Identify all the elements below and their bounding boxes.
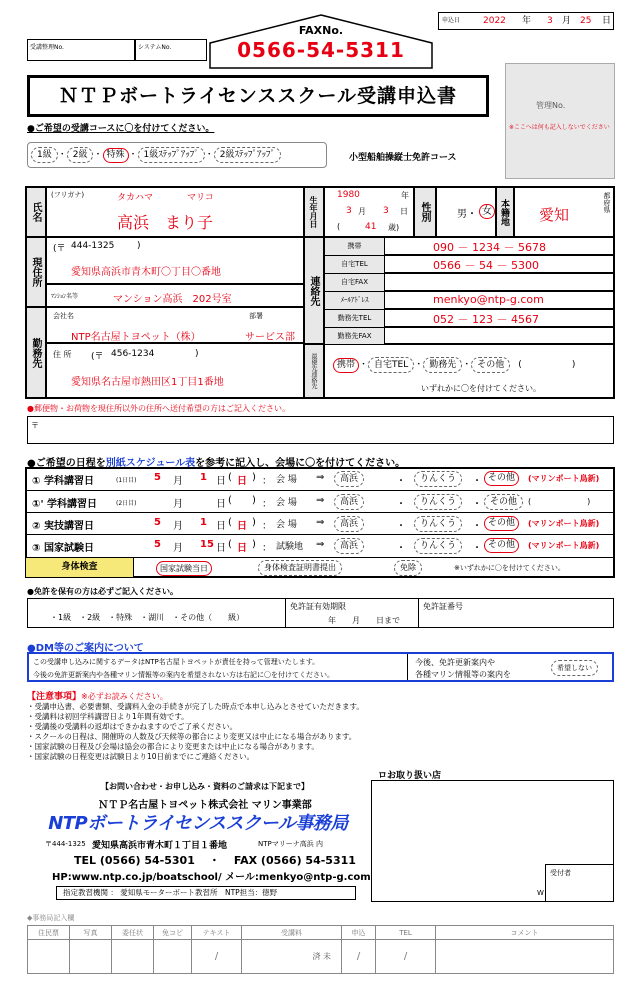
pref-label: 都府県	[603, 192, 611, 213]
company: NTP名古屋トヨペット（株）	[71, 332, 201, 343]
schedule-arrow: ⇒	[316, 517, 325, 528]
office-cell-slash[interactable]: /	[376, 940, 436, 974]
schedule-dot: ・	[472, 499, 482, 510]
schedule-link[interactable]: 別紙スケジュール表	[105, 458, 196, 469]
schedule-month: 5	[154, 472, 161, 483]
footer-tel: TEL (0566) 54-5301	[74, 854, 195, 867]
schedule-dow: 日	[237, 476, 247, 487]
license-instruction: ●免許を保有の方は必ずご記入ください。	[27, 587, 178, 596]
pref-sep: ・	[359, 360, 369, 370]
form-title: ＮＴＰボートライセンススクール受講申込書	[59, 85, 457, 107]
date-year: 2022	[483, 16, 506, 26]
schedule-month-unit: 月	[173, 543, 183, 554]
schedule-opt-takahama[interactable]: 高浜	[334, 516, 364, 532]
schedule-day: 15	[200, 539, 214, 550]
contact-label-mobile: 携帯	[325, 238, 385, 255]
birth-month-unit: 月	[358, 207, 366, 216]
schedule-colon: ：	[262, 476, 272, 487]
schedule-opt-rinku[interactable]: りんくう	[414, 516, 462, 532]
contact-rows	[324, 237, 615, 344]
age-open: (	[337, 222, 341, 231]
footer-address: 愛知県高浜市青木町１丁目１番地	[92, 841, 228, 851]
domicile: 愛知	[539, 206, 570, 224]
office-fee-paid[interactable]: 済 未	[242, 940, 342, 974]
work-label: 勤務先	[26, 307, 46, 398]
physical-note: ※いずれかに〇を付けてください。	[454, 564, 565, 572]
note-item: ・受講後の受講料の返却はできかねますのでご了承ください。	[27, 722, 237, 731]
office-col-copy: 免コピ	[154, 926, 192, 940]
address-zip-prefix: (〒	[53, 244, 66, 254]
schedule-arrow: ⇒	[316, 495, 325, 506]
office-col-apply: 申込	[342, 926, 376, 940]
birth-day-unit: 日	[400, 207, 408, 216]
sys-no-label: システムNo.	[138, 44, 172, 51]
rec-no-label: 受講整理No.	[30, 44, 64, 51]
footer-inquiry: 【お問い合わせ・お申し込み・資料のご請求は下記まで】	[101, 782, 309, 791]
footer-telfax	[74, 852, 356, 868]
furigana-last: タカハマ	[117, 193, 154, 203]
address-line: 愛知県高浜市青木町〇丁目〇番地	[71, 267, 221, 278]
notes-list	[27, 702, 364, 762]
schedule-day: 1	[200, 472, 207, 483]
dept-label: 部署	[249, 312, 263, 320]
schedule-row-label: ① 学科講習日	[32, 476, 94, 487]
schedule-extra: (マリンポート鳥新)	[528, 519, 600, 528]
office-cell[interactable]	[70, 940, 112, 974]
contact-label: 連絡先	[304, 237, 324, 344]
schedule-opt-takahama[interactable]: 高浜	[334, 471, 364, 487]
office-col-fee: 受講料	[242, 926, 342, 940]
footer-zip: 〒444-1325	[45, 840, 86, 848]
contact-row-mobile[interactable]	[324, 237, 615, 255]
contact-value-worktel: 052 － 123 － 4567	[433, 313, 539, 326]
course-sep: ・	[57, 150, 67, 160]
dm-right1: 今後、免許更新案内や	[415, 658, 495, 667]
contact-row-homefax[interactable]	[324, 273, 615, 291]
sex-female[interactable]: 女	[479, 204, 495, 219]
schedule-row-label: ② 実技講習日	[32, 521, 94, 532]
office-label: ◆事務局記入欄	[27, 914, 75, 922]
birth-day: 3	[383, 206, 389, 216]
handling-label: ロお取り扱い店	[378, 771, 442, 781]
office-col-proxy: 委任状	[112, 926, 154, 940]
schedule-instruction-pre: ●ご希望の日程を	[27, 458, 106, 469]
pref-paren-open: (	[518, 360, 522, 370]
office-col-text: テキスト	[192, 926, 242, 940]
footer-hp[interactable]: HP:www.ntp.co.jp/boatschool/ メール:menkyo@ntp-g.com	[52, 872, 371, 883]
pref-contact-field[interactable]	[324, 344, 615, 398]
birth-year-unit: 年	[401, 191, 409, 200]
office-cell[interactable]	[154, 940, 192, 974]
work-addr-label: 住 所	[53, 350, 72, 359]
schedule-row[interactable]	[26, 468, 614, 490]
schedule-extra: (マリンポート鳥新)	[528, 541, 600, 550]
notes-heading-sub: ※必ずお読みください。	[81, 692, 168, 701]
mansion-field[interactable]	[46, 284, 304, 307]
schedule-colon: ：	[262, 543, 272, 554]
schedule-opt-other[interactable]: その他	[484, 471, 519, 486]
office-table	[27, 925, 614, 974]
schedule-day-unit: 日	[216, 476, 226, 487]
schedule-opt-other[interactable]: その他	[484, 516, 519, 531]
license-divider	[418, 599, 419, 627]
schedule-dow-open: (	[228, 495, 232, 506]
note-item: ・受講申込書、必要書類、受講料入金の手続きが完了した時点で本申し込みとさせていただきます。	[27, 702, 364, 711]
contact-row-workfax[interactable]	[324, 327, 615, 344]
footer-designated: 指定教習機関 ： 愛知県モーターボート教習所 NTP担当：徳野	[56, 886, 356, 900]
schedule-day-unit: 日	[216, 499, 226, 510]
schedule-row-sub: (2日目)	[116, 500, 137, 507]
dm-right2: 各種マリン情報等の案内を	[415, 670, 511, 679]
w-mark: W	[537, 889, 544, 897]
schedule-opt-rinku[interactable]: りんくう	[414, 494, 462, 510]
schedule-month-unit: 月	[173, 499, 183, 510]
schedule-dow-open: (	[228, 539, 232, 550]
course-sep: ・	[204, 150, 214, 160]
pref-contact-label: 最優先連絡先	[304, 344, 324, 398]
date-month: 3	[547, 16, 553, 26]
contact-row-worktel[interactable]	[324, 309, 615, 327]
birth-month: 3	[346, 206, 352, 216]
physical-exempt[interactable]: 免除	[394, 560, 422, 576]
schedule-row[interactable]	[26, 490, 614, 512]
address-zip-suffix: )	[137, 241, 141, 251]
sex-male[interactable]: 男・	[457, 209, 477, 220]
physical-row	[26, 557, 614, 577]
date-day-unit: 日	[602, 16, 612, 26]
contact-row-hometel[interactable]	[324, 255, 615, 273]
schedule-dot: ・	[472, 543, 482, 554]
dm-divider	[407, 654, 408, 680]
notes-heading-row	[27, 689, 168, 702]
sex-label: 性別	[414, 187, 436, 237]
contact-value-mobile: 090 － 1234 － 5678	[433, 241, 546, 254]
contact-value-hometel: 0566 － 54 － 5300	[433, 259, 539, 272]
footer-branch: NTPマリーナ高浜 内	[258, 840, 323, 848]
license-expiry-fields: 年 月 日まで	[328, 616, 400, 625]
schedule-place-label: 試験地	[276, 542, 304, 552]
pref-note: いずれかに〇を付けてください。	[421, 384, 541, 393]
sex-field[interactable]	[436, 187, 496, 237]
schedule-dow-close: )	[252, 495, 256, 506]
address-zip: 444-1325	[71, 241, 115, 251]
mail-address-field[interactable]	[27, 416, 614, 444]
schedule-row[interactable]	[26, 512, 614, 534]
fax-number: 0566-54-5311	[237, 38, 405, 62]
course-sep: ・	[128, 150, 138, 160]
schedule-dot: ・	[472, 521, 482, 532]
note-item: ・受講料は初回学科講習日より1年間有効です。	[27, 712, 189, 721]
work-zip-suffix: )	[195, 349, 199, 359]
age-unit: 歳)	[388, 223, 400, 232]
license-number-label: 免許証番号	[423, 602, 463, 611]
birthdate-field[interactable]	[324, 187, 414, 237]
contact-label-workfax: 勤務先FAX	[325, 328, 385, 344]
schedule-month: 5	[154, 517, 161, 528]
mail-note: ●郵便物・お荷物を現住所以外の住所へ送付希望の方はご記入ください。	[27, 404, 290, 413]
office-col-tel: TEL	[376, 926, 436, 940]
mail-zip: 〒	[31, 421, 39, 430]
office-cell[interactable]	[28, 940, 70, 974]
office-cell-slash[interactable]: /	[192, 940, 242, 974]
schedule-place-label: 会 場	[276, 520, 297, 530]
applicant-name: 高浜 まり子	[117, 213, 214, 232]
schedule-place-label: 会 場	[276, 498, 297, 508]
schedule-opt-takahama[interactable]: 高浜	[334, 494, 364, 510]
schedule-day: 1	[200, 517, 207, 528]
sys-no-box	[135, 39, 207, 61]
schedule-dow: 日	[237, 543, 247, 554]
address-label: 現住所	[26, 237, 46, 307]
schedule-dot: ・	[396, 521, 406, 532]
dm-decline-option[interactable]: 希望しない	[551, 660, 598, 676]
course-option-special[interactable]: 特殊	[103, 148, 129, 163]
physical-exam-day[interactable]: 国家試験当日	[156, 561, 212, 576]
schedule-row-label: ③ 国家試験日	[32, 543, 94, 554]
office-cell[interactable]	[112, 940, 154, 974]
schedule-dot: ・	[396, 499, 406, 510]
schedule-day-unit: 日	[216, 521, 226, 532]
schedule-day-unit: 日	[216, 543, 226, 554]
mansion: マンション高浜 202号室	[113, 294, 232, 305]
license-types[interactable]: ・1級 ・2級 ・特殊 ・湖川 ・その他（ 級）	[50, 613, 245, 622]
work-address-field[interactable]	[46, 343, 304, 398]
pref-paren-close: )	[571, 360, 576, 370]
name-label: 氏名	[26, 187, 46, 237]
footer-company: ＮＴＰ名古屋トヨペット株式会社 マリン事業部	[98, 800, 312, 811]
schedule-opt-rinku[interactable]: りんくう	[414, 538, 462, 554]
dept: サービス部	[245, 332, 295, 343]
date-label: 申込日	[442, 17, 461, 24]
schedule-dow: 日	[237, 521, 247, 532]
handling-store-box[interactable]	[371, 780, 614, 902]
schedule-dot: ・	[396, 476, 406, 487]
work-address: 愛知県名古屋市熱田区1丁目1番地	[71, 377, 224, 388]
birth-label: 生年月日	[304, 187, 324, 237]
admin-note: ※ここへは何も記入しないでください	[509, 124, 610, 131]
course-options[interactable]	[27, 142, 327, 168]
date-year-unit: 年	[522, 16, 532, 26]
schedule-month-unit: 月	[173, 521, 183, 532]
schedule-dow-close: )	[252, 517, 256, 528]
fax-label: FAXNo.	[298, 24, 344, 37]
pref-home[interactable]: 自宅TEL	[368, 357, 414, 373]
license-expiry-label: 免許証有効期限	[290, 602, 346, 611]
physical-certificate[interactable]: 身体検査証明書提出	[258, 560, 342, 576]
schedule-row[interactable]	[26, 534, 614, 556]
schedule-dot: ・	[472, 476, 482, 487]
schedule-dow-close: )	[252, 539, 256, 550]
course-sep: ・	[93, 150, 103, 160]
pref-work[interactable]: 勤務先	[423, 357, 462, 373]
course-instruction: ●ご希望の受講コースに〇を付けてください。	[27, 124, 215, 134]
schedule-arrow: ⇒	[316, 472, 325, 483]
admin-label: 管理No.	[536, 101, 566, 110]
note-item: ・国家試験の日程変更は試験日より10日前までにご連絡ください。	[27, 752, 255, 761]
footer-dot: ・	[208, 854, 220, 867]
schedule-opt-other[interactable]: その他	[484, 538, 519, 553]
date-day: 25	[580, 16, 592, 26]
contact-value-email: menkyo@ntp-g.com	[433, 293, 544, 306]
office-cell-slash[interactable]: /	[342, 940, 376, 974]
schedule-opt-rinku[interactable]: りんくう	[414, 471, 462, 487]
rec-no-box	[27, 39, 135, 61]
schedule-month: 5	[154, 539, 161, 550]
birth-year: 1980	[337, 190, 360, 200]
office-cell[interactable]	[436, 940, 614, 974]
dm-line1: この受講申し込みに関するデータはNTP名古屋トヨペットが責任を持って管理いたします。	[33, 658, 320, 666]
receiver-divider	[545, 864, 614, 865]
schedule-extra: ( )	[528, 497, 591, 506]
receiver-divider	[545, 864, 546, 902]
application-date[interactable]	[438, 12, 614, 30]
license-field[interactable]	[27, 598, 614, 628]
course-option-2[interactable]: 2級	[67, 147, 94, 163]
license-divider	[285, 599, 286, 627]
schedule-dot: ・	[396, 543, 406, 554]
name-field[interactable]	[46, 187, 304, 237]
dm-heading: ●DM等のご案内について	[27, 643, 144, 654]
pref-other[interactable]: その他	[471, 357, 510, 373]
schedule-instruction-post: を参考に記入し、会場に〇を付けてください。	[195, 458, 406, 469]
notes-heading: 【注意事項】	[27, 692, 82, 702]
contact-label-email: ﾒｰﾙｱﾄﾞﾚｽ	[325, 292, 385, 309]
domicile-field[interactable]	[514, 187, 614, 237]
schedule-colon: ：	[262, 521, 272, 532]
schedule-extra: (マリンポート鳥新)	[528, 474, 600, 483]
office-col-comment: コメント	[436, 926, 614, 940]
admin-box	[505, 63, 615, 179]
receiver-label: 受付者	[550, 869, 571, 877]
dm-box	[27, 652, 614, 682]
note-item: ・国家試験の日程及び会場は協会の都合により変更または中止になる場合があります。	[27, 742, 319, 751]
schedule-dow-open: (	[228, 517, 232, 528]
physical-label: 身体検査	[26, 558, 134, 577]
schedule-arrow: ⇒	[316, 539, 325, 550]
contact-label-worktel: 勤務先TEL	[325, 310, 385, 327]
footer-school: NTPボートライセンススクール事務局	[48, 813, 348, 834]
pref-sep: ・	[462, 360, 472, 370]
schedule-dow-close: )	[252, 472, 256, 483]
office-col-photo: 写真	[70, 926, 112, 940]
schedule-row-label: ①' 学科講習日	[32, 499, 98, 510]
schedule-place-label: 会 場	[276, 475, 297, 485]
schedule-dow-open: (	[228, 472, 232, 483]
office-col-resident: 住民票	[28, 926, 70, 940]
contact-label-hometel: 自宅TEL	[325, 256, 385, 273]
company-label: 会社名	[53, 312, 74, 320]
footer-fax: FAX (0566) 54-5311	[233, 854, 356, 867]
furigana-label: (フリガナ)	[51, 191, 85, 199]
company-field[interactable]	[46, 307, 304, 343]
course-option-2-stepup[interactable]: 2級ｽﾃｯﾌﾟｱｯﾌﾟ	[214, 147, 281, 163]
schedule-colon: ：	[262, 499, 272, 510]
note-item: ・スクールの日程は、開催時の人数及び天候等の都合により変更又は中止になる場合があります。	[27, 732, 357, 741]
work-zip-prefix: (〒	[91, 352, 104, 362]
pref-mobile[interactable]: 携帯	[333, 358, 359, 373]
dm-line2: 今後の免許更新案内や各種マリン情報等の案内を希望されない方は右記に〇を付けてください。	[33, 671, 334, 679]
age: 41	[365, 222, 377, 232]
contact-row-email[interactable]	[324, 291, 615, 309]
address-field[interactable]	[46, 237, 304, 284]
form-title-box	[27, 75, 489, 117]
course-option-1-stepup[interactable]: 1級ｽﾃｯﾌﾟｱｯﾌﾟ	[138, 147, 205, 163]
contact-label-homefax: 自宅FAX	[325, 274, 385, 291]
schedule-month-unit: 月	[173, 476, 183, 487]
date-month-unit: 月	[562, 16, 572, 26]
furigana-first: マリコ	[187, 193, 214, 203]
schedule-opt-takahama[interactable]: 高浜	[334, 538, 364, 554]
mansion-label: ﾏﾝｼｮﾝ名等	[51, 293, 79, 300]
course-suffix: 小型船舶操縦士免許コース	[349, 153, 457, 163]
course-option-1[interactable]: 1級	[31, 147, 58, 163]
schedule-opt-other[interactable]: その他	[484, 494, 523, 510]
work-zip: 456-1234	[111, 349, 155, 359]
domicile-label: 本籍地	[496, 187, 514, 237]
schedule-row-sub: (1日目)	[116, 477, 137, 484]
pref-sep: ・	[414, 360, 424, 370]
